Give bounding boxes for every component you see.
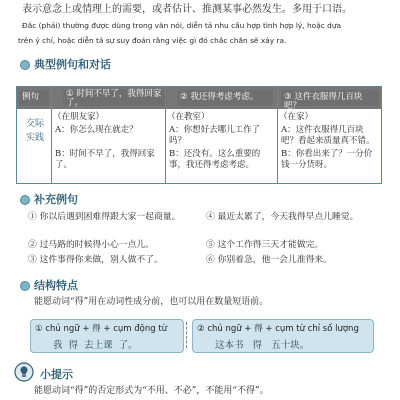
cell-setting-2: （在教室） bbox=[167, 112, 210, 122]
structure-pattern-2 bbox=[192, 319, 374, 353]
cell-a-3: A：这件衣服得几百块吧？看起来质量真不错。 bbox=[281, 125, 375, 146]
list-item: ⑥ 你别着急，他一会儿准得来。 bbox=[206, 255, 332, 265]
table-row-label: 交际实践 bbox=[25, 119, 44, 143]
structure-pattern-1 bbox=[30, 319, 184, 353]
list-item: ① 你以后遇到困难得跟大家一起商量。 bbox=[28, 212, 181, 222]
list-item: ② 过马路的时候得小心一点儿。 bbox=[28, 240, 154, 250]
section-title-supplement: 补充例句 bbox=[34, 193, 78, 206]
pattern-example: 我 得 去上课 了。 bbox=[53, 340, 138, 351]
pattern-divider bbox=[186, 322, 187, 348]
list-item: ⑤ 这个工作得三天才能做完。 bbox=[206, 240, 324, 250]
table-header-label: 例句 bbox=[19, 90, 49, 106]
list-item: ④ 最近太累了，今天我得早点儿睡觉。 bbox=[206, 212, 359, 222]
section-title-structure: 结构特点 bbox=[34, 279, 78, 292]
cell-a-1: A：你怎么现在就走？ bbox=[55, 125, 138, 135]
example-table bbox=[16, 86, 382, 184]
table-header-1: ① 时间不早了，我得回家了。 bbox=[63, 90, 167, 106]
cell-b-1: B：时间不早了，我得回家了。 bbox=[55, 149, 155, 170]
table-divider bbox=[277, 87, 278, 183]
intro-line-1: 表示意念上或情理上的需要，或者估计、推测某事必然发生。多用于口语。 bbox=[22, 4, 352, 15]
cell-b-3: B：你看出来了？一分价钱一分货呀。 bbox=[281, 149, 373, 170]
cell-b-2: B：还没有。这么重要的事，我还得考虑考虑。 bbox=[169, 149, 261, 170]
structure-description: 能愿动词“得”用在动词性成分前，也可以用在数量短语前。 bbox=[34, 297, 269, 307]
intro-line-3: trên ý chí, hoặc diễn tả sự suy đoán rằng việc gì đó chắc chắn sẽ xảy ra. bbox=[18, 36, 287, 45]
pattern-example: 这本书 得 五十块。 bbox=[215, 340, 310, 351]
section-title-tip: 小提示 bbox=[40, 368, 73, 381]
intro-line-2: Đắc (phải) thường được dùng trong văn nói, diễn tả nhu cầu hợp tình hợp lý, hoặc dựa bbox=[22, 21, 342, 30]
list-item: ③ 这件事得你来做，别人做不了。 bbox=[28, 255, 163, 265]
tip-text: 能愿动词“得”的否定形式为“不用、不必”，不能用“不得”。 bbox=[34, 386, 269, 396]
section-bullet-icon bbox=[20, 195, 30, 205]
lightbulb-icon bbox=[14, 362, 34, 382]
cell-setting-3: （在家） bbox=[279, 112, 314, 122]
section-bullet-icon bbox=[20, 60, 30, 70]
pattern-formula: ② chủ ngữ + 得 + cụm từ chỉ số lượng bbox=[197, 324, 359, 334]
table-header-3: ③ 这件衣服得几百块吧？ bbox=[281, 90, 379, 106]
section-bullet-icon bbox=[20, 281, 30, 291]
table-divider bbox=[51, 87, 52, 183]
pattern-formula: ① chủ ngữ + 得 + cụm động từ bbox=[35, 324, 168, 334]
section-title-examples: 典型例句和对话 bbox=[34, 58, 111, 71]
table-header-2: ② 我还得考虑考虑。 bbox=[177, 90, 273, 106]
table-divider bbox=[165, 87, 166, 183]
cell-a-2: A：你想好去哪儿工作了吗？ bbox=[169, 125, 261, 146]
cell-setting-1: （在朋友家） bbox=[53, 112, 105, 122]
